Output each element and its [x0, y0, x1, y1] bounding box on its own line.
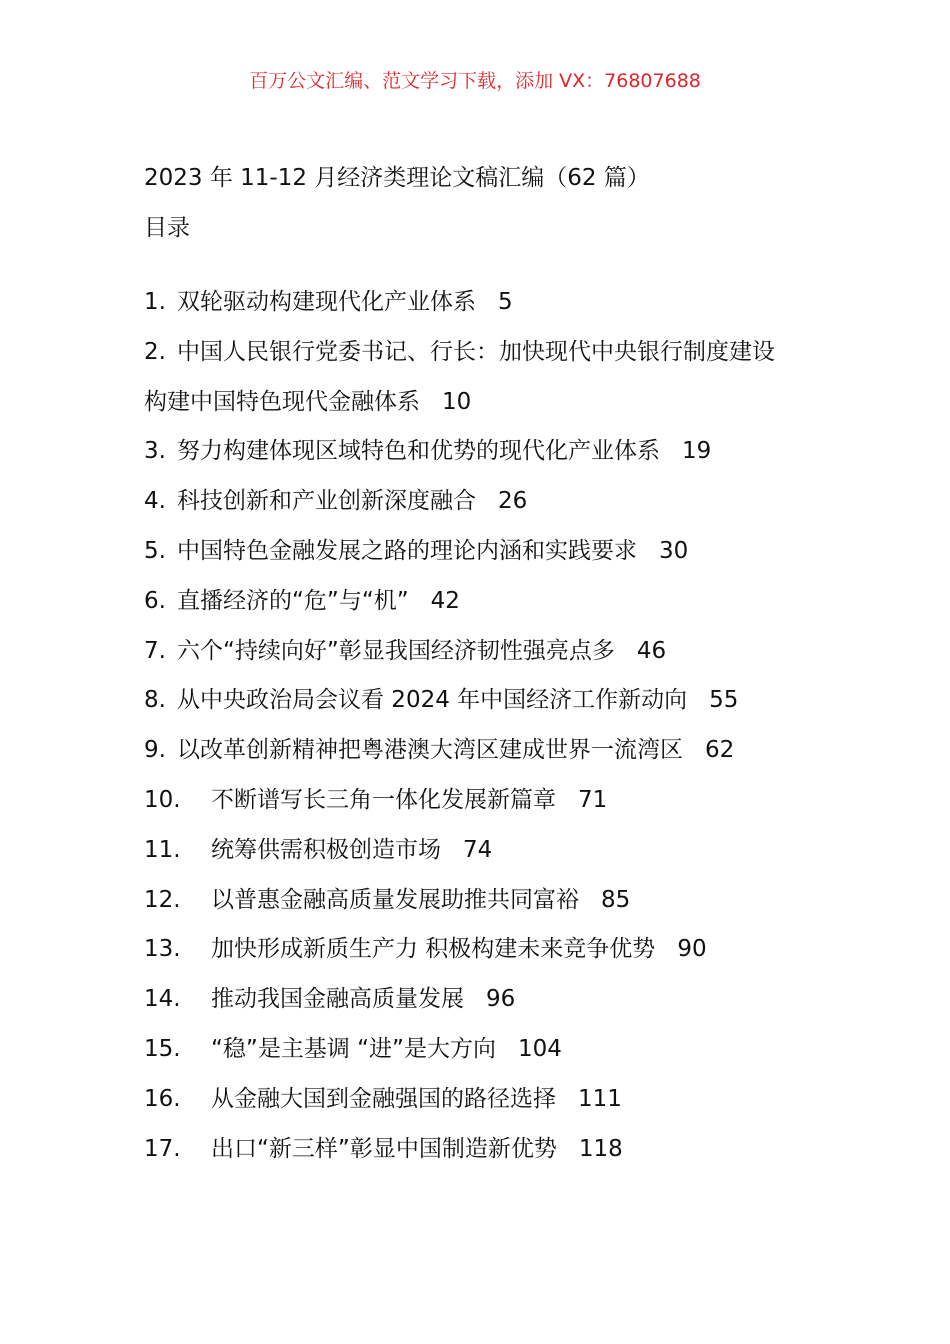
toc-item-number: 17.	[144, 1135, 181, 1162]
toc-item-number: 6.	[144, 587, 166, 614]
toc-item-title: 双轮驱动构建现代化产业体系	[177, 289, 476, 315]
toc-item-title: 以普惠金融高质量发展助推共同富裕	[211, 886, 579, 913]
toc-item-number: 11.	[144, 836, 181, 863]
watermark-banner: 百万公文汇编、范文学习下载，添加 VX：76807688	[249, 70, 701, 92]
toc-item-page: 71	[578, 786, 608, 813]
table-of-contents	[144, 286, 824, 1182]
document-title: 2023 年 11-12 月经济类理论文稿汇编（62 篇）	[144, 165, 650, 191]
toc-item-number: 14.	[144, 986, 181, 1013]
toc-item-page: 55	[709, 687, 739, 714]
toc-item[interactable]	[144, 1133, 824, 1183]
toc-item-continuation[interactable]	[144, 386, 824, 436]
toc-item[interactable]	[144, 635, 824, 685]
toc-item[interactable]	[144, 535, 824, 585]
toc-item-title: 推动我国金融高质量发展	[211, 986, 464, 1013]
toc-item-page: 30	[659, 537, 689, 564]
toc-item-title: 从中央政治局会议看 2024 年中国经济工作新动向	[177, 687, 688, 714]
toc-item-number: 1.	[144, 289, 166, 315]
toc-item-page: 19	[682, 438, 712, 465]
toc-heading: 目录	[144, 215, 190, 241]
toc-item-title-cont: 构建中国特色现代金融体系	[144, 388, 420, 415]
toc-item-number: 9.	[144, 737, 166, 764]
toc-item[interactable]	[144, 1033, 824, 1083]
toc-item-number: 4.	[144, 488, 166, 515]
toc-item-title: 中国特色金融发展之路的理论内涵和实践要求	[177, 537, 637, 564]
toc-item-title: 中国人民银行党委书记、行长：加快现代中央银行制度建设	[177, 338, 775, 365]
toc-item-number: 16.	[144, 1085, 181, 1112]
toc-item-title: 加快形成新质生产力 积极构建未来竞争优势	[211, 936, 656, 963]
toc-item-page: 62	[705, 737, 735, 764]
toc-item-page: 46	[636, 637, 667, 664]
toc-item[interactable]	[144, 435, 824, 485]
toc-item-page: 104	[517, 1035, 562, 1062]
toc-item-title: 六个“持续向好”彰显我国经济韧性强亮点多	[177, 637, 615, 664]
toc-item-number: 15.	[144, 1035, 181, 1062]
toc-item-page: 85	[601, 886, 631, 913]
toc-item-number: 13.	[144, 936, 181, 963]
toc-item-title: 统筹供需积极创造市场	[211, 836, 441, 863]
toc-item[interactable]	[144, 734, 824, 784]
toc-item-page: 42	[430, 587, 460, 614]
toc-item-page: 74	[463, 836, 493, 863]
toc-item-number: 7.	[144, 637, 166, 664]
toc-item[interactable]	[144, 834, 824, 884]
toc-item[interactable]	[144, 585, 824, 635]
toc-item-title: 直播经济的“危”与“机”	[177, 587, 409, 614]
toc-item-title: 从金融大国到金融强国的路径选择	[211, 1085, 556, 1112]
toc-item-title: 努力构建体现区域特色和优势的现代化产业体系	[177, 438, 660, 465]
toc-item-number: 5.	[144, 537, 166, 564]
toc-item[interactable]	[144, 485, 824, 535]
toc-item-title: 不断谱写长三角一体化发展新篇章	[211, 786, 556, 813]
toc-item[interactable]	[144, 784, 824, 834]
toc-item-page: 96	[486, 986, 516, 1013]
toc-item-title: 出口“新三样”彰显中国制造新优势	[211, 1135, 557, 1162]
toc-item-title: “稳”是主基调 “进”是大方向	[211, 1035, 496, 1062]
toc-item[interactable]	[144, 884, 824, 934]
toc-item-title: 以改革创新精神把粤港澳大湾区建成世界一流湾区	[177, 737, 683, 764]
toc-item-page: 111	[578, 1085, 622, 1112]
toc-item-page: 90	[677, 936, 707, 963]
toc-item[interactable]	[144, 286, 824, 336]
toc-item[interactable]	[144, 684, 824, 734]
toc-item-page: 5	[498, 289, 513, 315]
toc-item[interactable]	[144, 983, 824, 1033]
toc-item-page: 10	[442, 388, 472, 415]
toc-item-number: 12.	[144, 886, 181, 913]
toc-item-number: 3.	[144, 438, 166, 465]
toc-item-title: 科技创新和产业创新深度融合	[177, 488, 476, 515]
toc-item[interactable]	[144, 933, 824, 983]
toc-item-page: 26	[498, 488, 528, 515]
toc-item-number: 10.	[144, 786, 181, 813]
toc-item-number: 2.	[144, 338, 166, 365]
toc-item-page: 118	[578, 1135, 623, 1162]
toc-item-number: 8.	[144, 687, 166, 714]
toc-item[interactable]	[144, 1083, 824, 1133]
toc-item[interactable]	[144, 336, 824, 386]
